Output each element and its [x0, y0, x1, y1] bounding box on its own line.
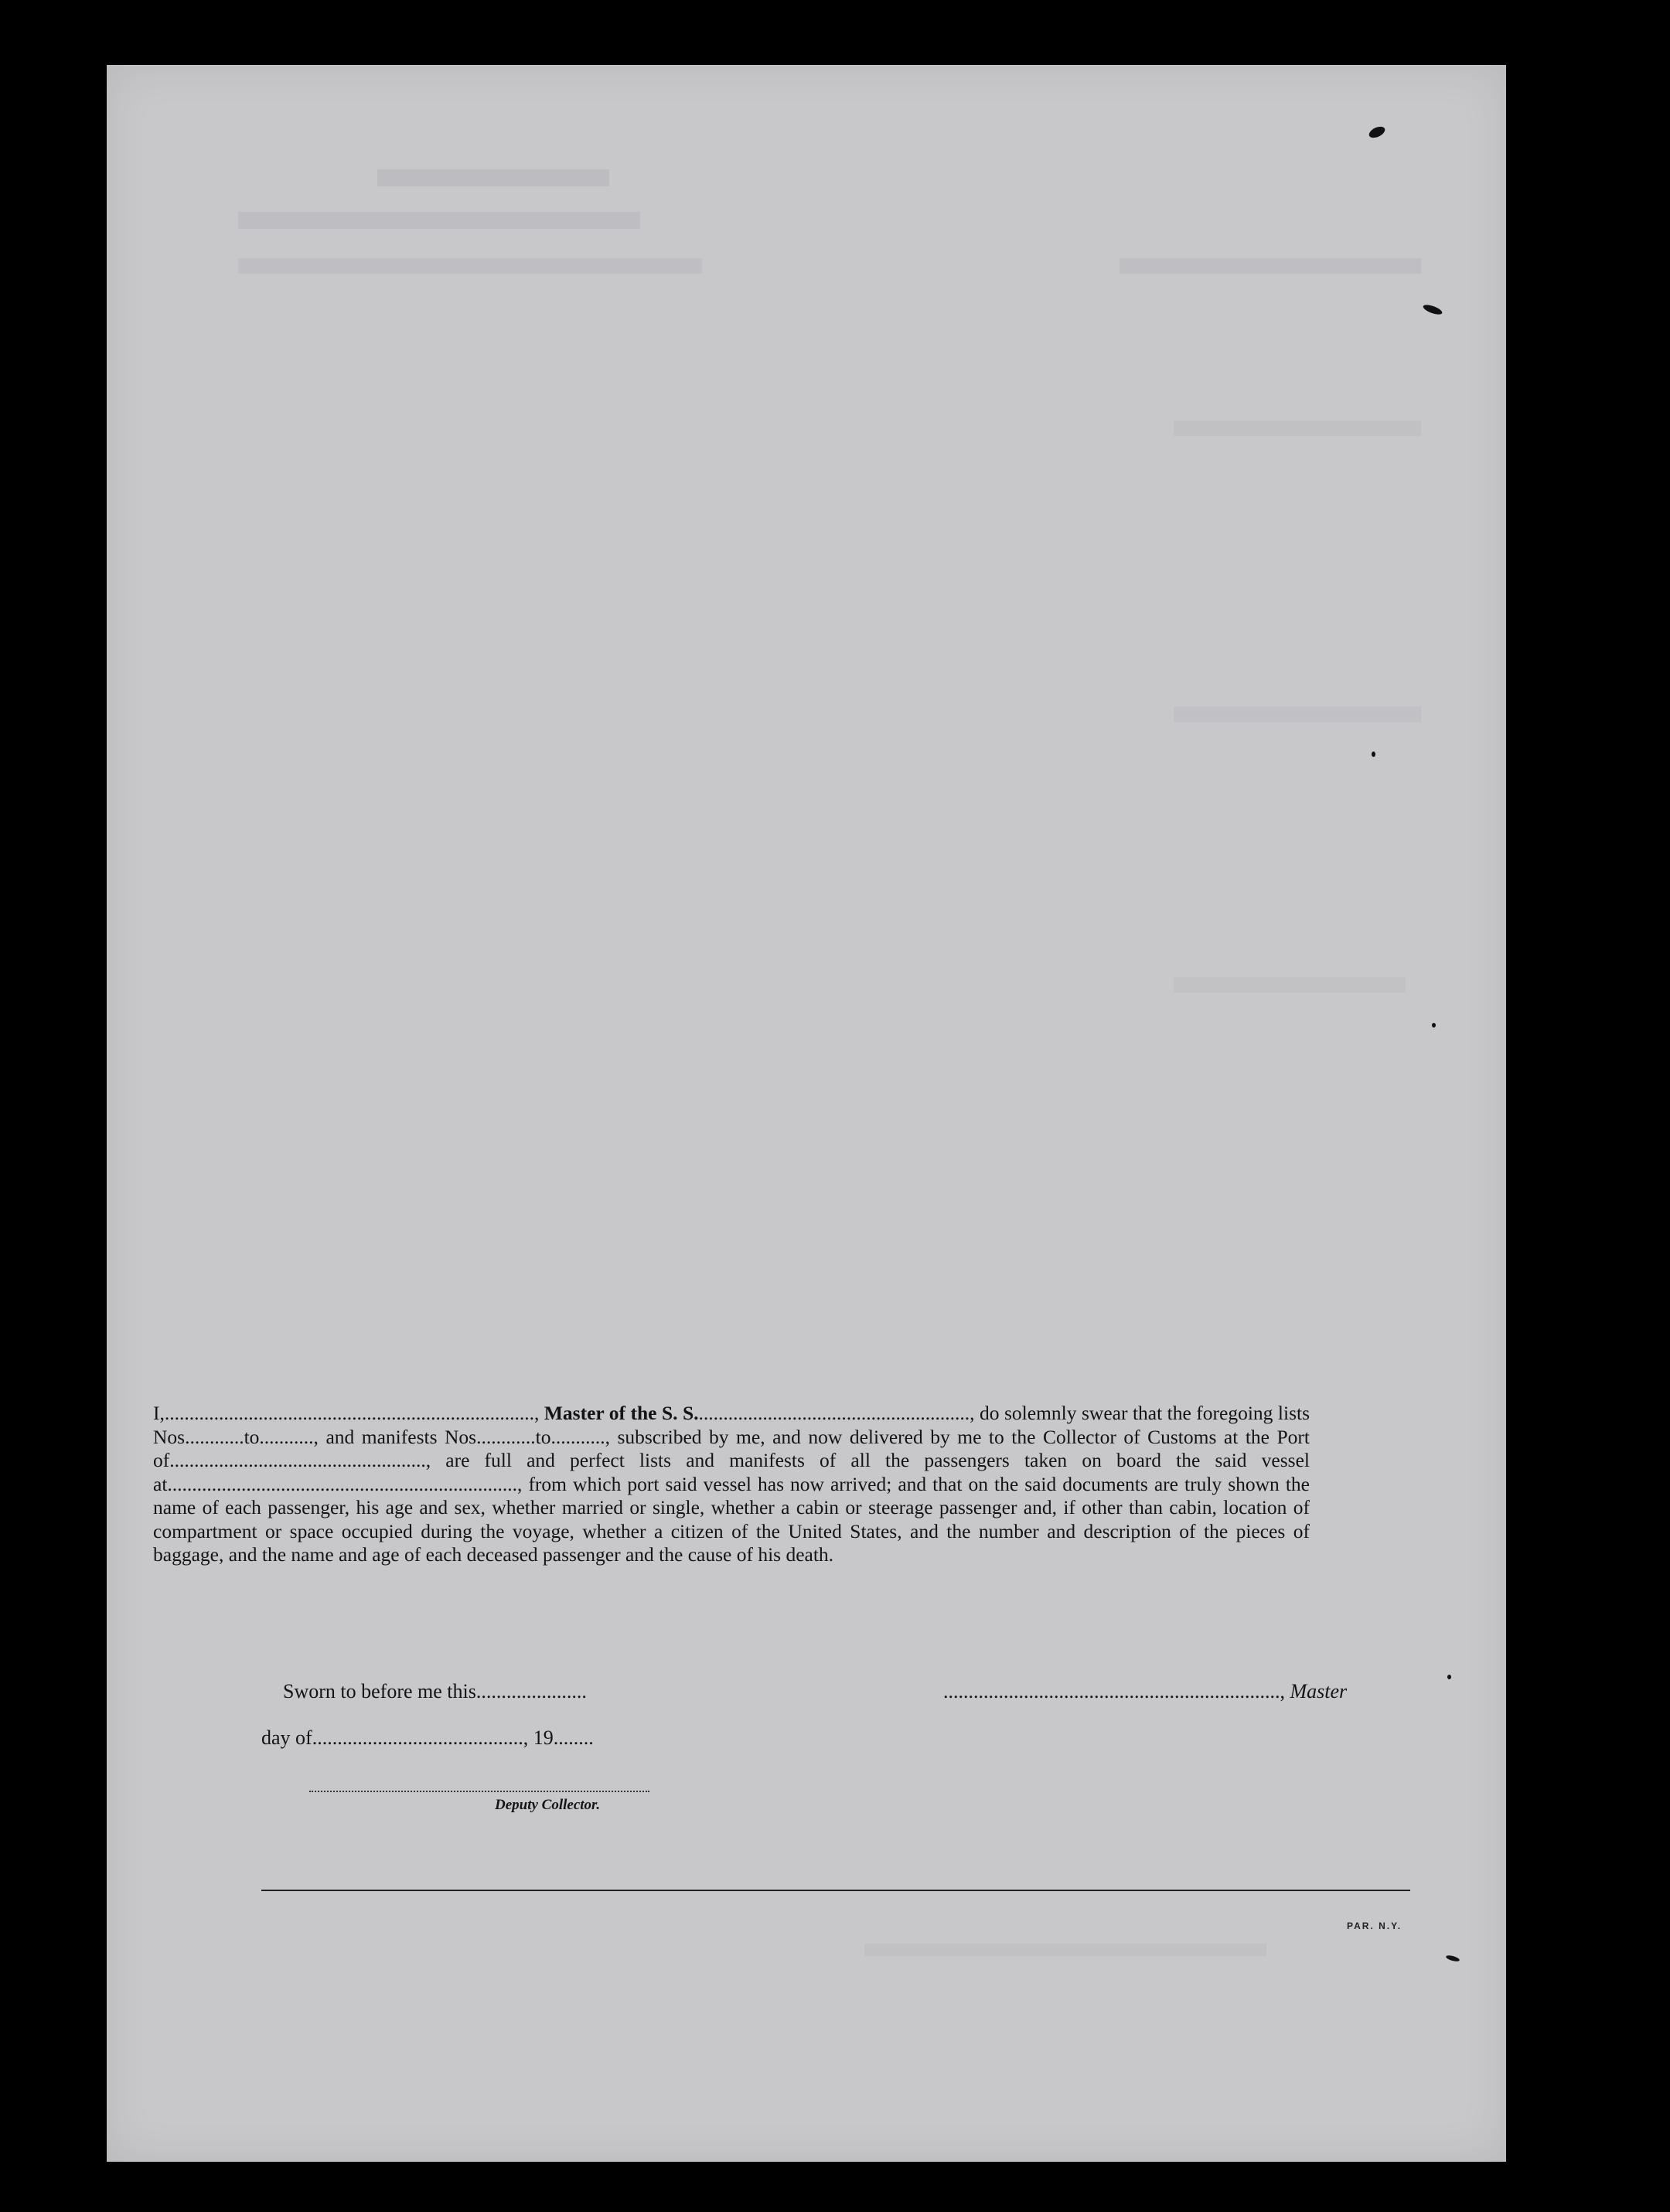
master-label: Master [1290, 1680, 1348, 1702]
oath-opening: I, [153, 1402, 165, 1424]
dust-mark [1447, 1675, 1451, 1679]
master-of-label: Master of the S. S. [544, 1402, 699, 1424]
bleed-through [1174, 707, 1421, 722]
master-name-blank: ........................................................................... [164, 1402, 534, 1424]
dust-mark [1432, 1023, 1436, 1028]
bleed-through [377, 169, 609, 186]
master-signature-line: ..................................................................., Master [943, 1680, 1348, 1702]
bleed-through [1174, 421, 1421, 436]
bleed-through [864, 1944, 1266, 1956]
day-of-line: day of.........................................., 19........ [261, 1726, 594, 1749]
printer-mark: PAR. N.Y. [1347, 1921, 1402, 1931]
bleed-through [1120, 258, 1421, 274]
bleed-through [238, 258, 702, 274]
bleed-through [238, 212, 640, 229]
vessel-name-blank: ....................................................... [698, 1402, 970, 1424]
dust-mark [1372, 752, 1375, 757]
footer-rule [261, 1890, 1410, 1891]
sworn-before-line: Sworn to before me this...................... [283, 1680, 587, 1702]
deputy-signature-line [309, 1791, 649, 1792]
deputy-collector-label: Deputy Collector. [495, 1797, 601, 1813]
document-sheet [107, 65, 1506, 2162]
bleed-through [1174, 977, 1406, 993]
oath-paragraph: I,..........................................................................., Master of the S. S........................................................, do solemnly swear that the foregoing lists Nos............to..........., and manifests Nos............to..........., subscribed by me, and now delivered by me to the Collector of Customs at the Port of...................................................., are full and perfect lists and manifests of all the passengers taken on board the said vessel at......................................................................., from which port said vessel has now arrived; and that on the said documents are truly shown the name of each passenger, his age and sex, whether married or single, whether a cabin or steerage passenger and, if other than cabin, location of compartment or space occupied during the voyage, whether a citizen of the United States, and the number and description of the pieces of baggage, and the name and age of each deceased passenger and the cause of his death. [153, 1402, 1310, 1566]
oath-body: swear that the foregoing lists Nos............to..........., and manifests Nos............to..........., subscribed by me, and now delivered by me to the Collector of Customs at the Port of...................................................., are full and perfect lists and manifests of all the passengers taken on board the said vessel at......................................................................., from which port said vessel has now arrived; and that on the said documents are truly shown the name of each passenger, his age and sex, whether married or single, whether a cabin or steerage passenger and, if other than cabin, location of compartment or space occupied during the voyage, whether a citizen of the United States, and the number and description of the pieces of baggage, and the name and age of each deceased passenger and the cause of his death. [153, 1402, 1310, 1566]
